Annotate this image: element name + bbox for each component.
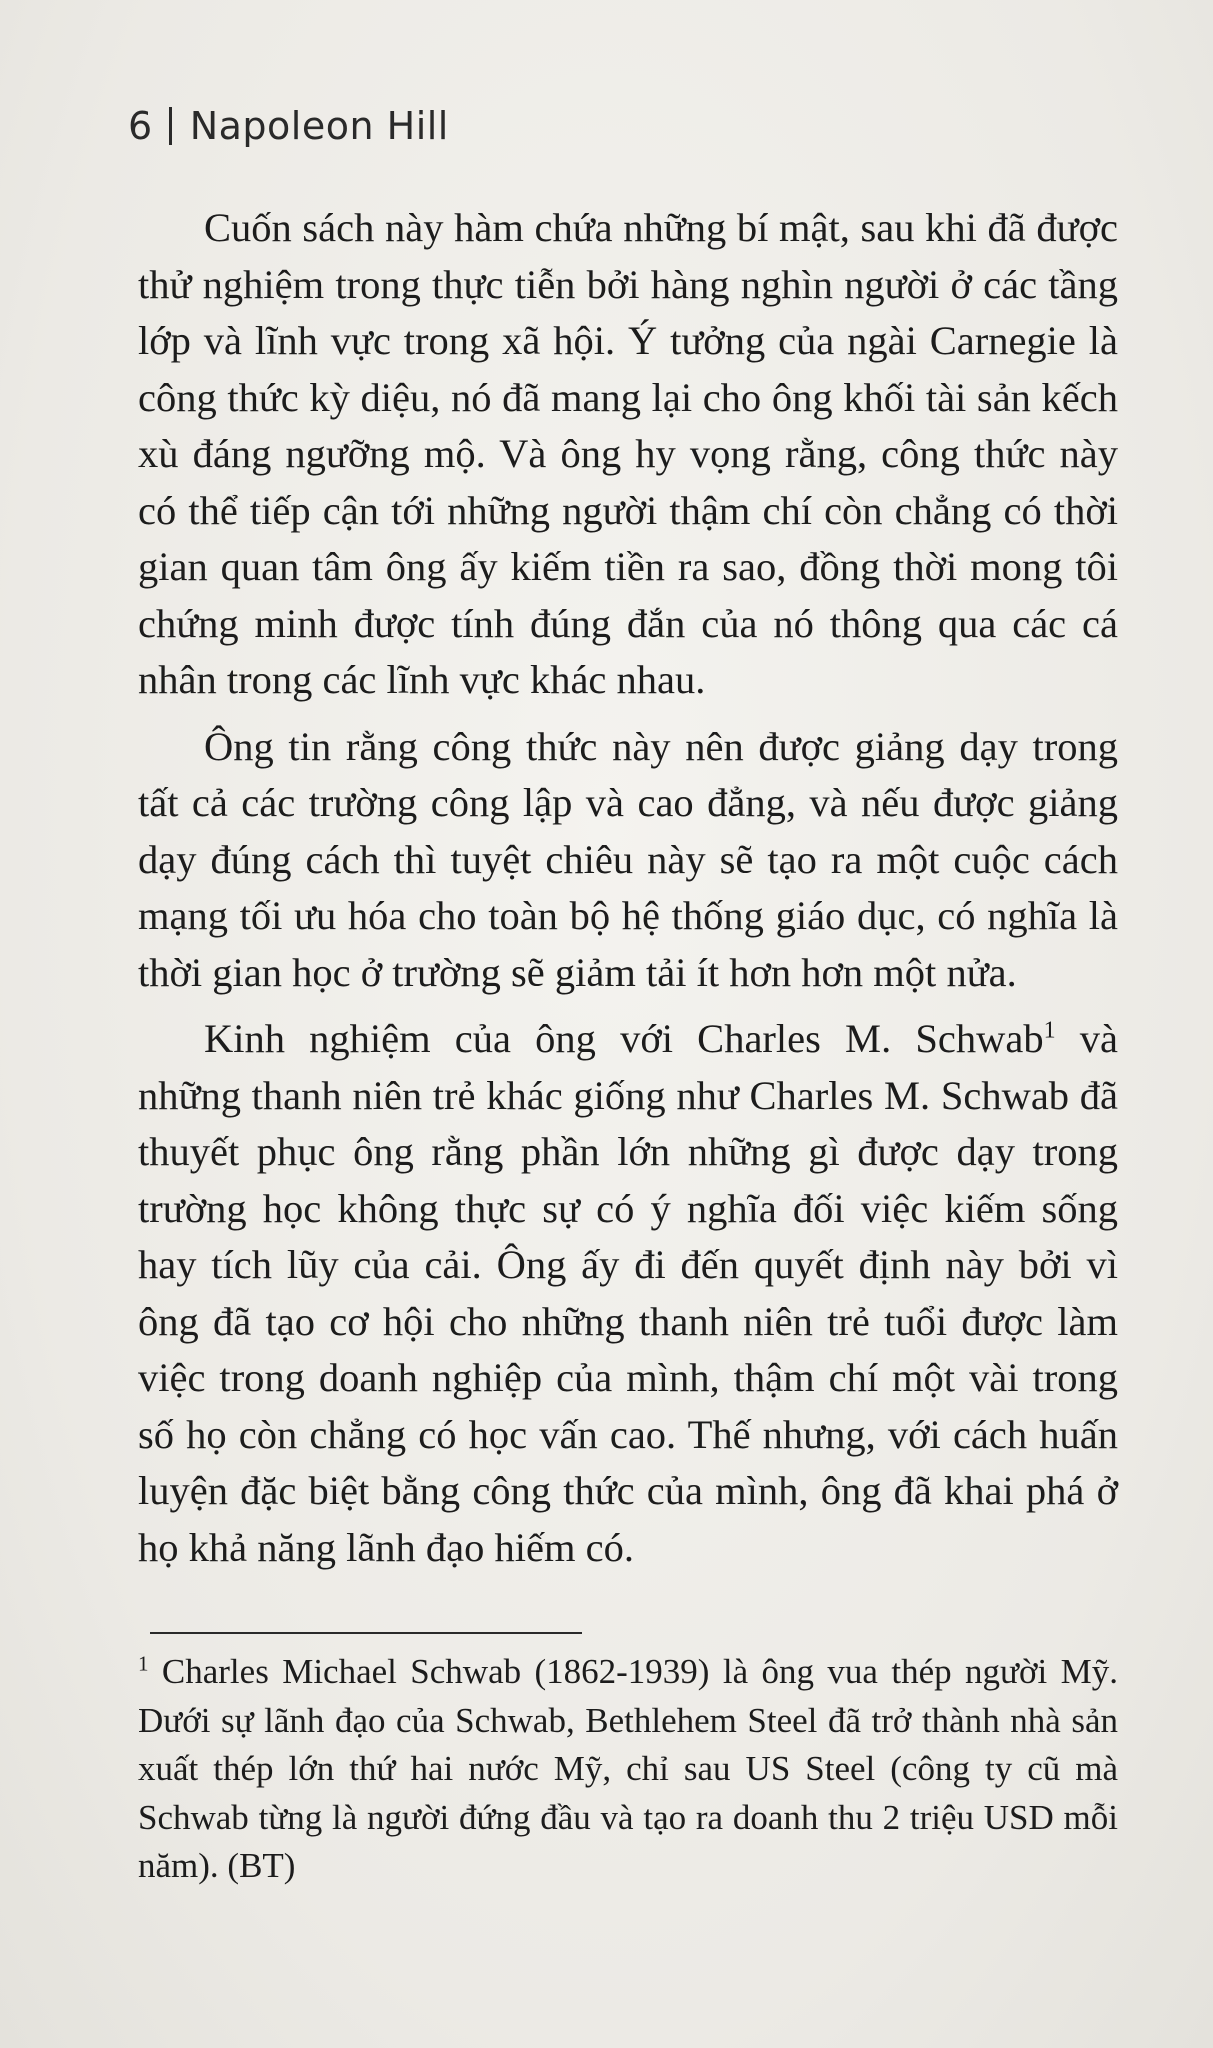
footnote-text: Charles Michael Schwab (1862-1939) là ông vua thép người Mỹ. Dưới sự lãnh đạo của Schwab, Bethlehem Steel đã trở thành nhà sản xuất thép lớn thứ hai nước Mỹ, chỉ sau US Steel (công ty cũ mà Schwab từng là người đứng đầu và tạo ra doanh thu 2 triệu USD mỗi năm). (BT) bbox=[138, 1652, 1118, 1885]
paragraph-1: Cuốn sách này hàm chứa những bí mật, sau khi đã được thử nghiệm trong thực tiễn bởi hàng nghìn người ở các tầng lớp và lĩnh vực trong xã hội. Ý tưởng của ngài Carnegie là công thức kỳ diệu, nó đã mang lại cho ông khối tài sản kếch xù đáng ngưỡng mộ. Và ông hy vọng rằng, công thức này có thể tiếp cận tới những người thậm chí còn chẳng có thời gian quan tâm ông ấy kiếm tiền ra sao, đồng thời mong tôi chứng minh được tính đúng đắn của nó thông qua các cá nhân trong các lĩnh vực khác nhau. bbox=[138, 205, 1118, 702]
page-number: 6 bbox=[128, 104, 153, 148]
paragraph-3-start: Kinh nghiệm của ông với Charles M. Schwab bbox=[204, 1016, 1044, 1061]
footnote-divider bbox=[150, 1632, 582, 1634]
paragraph-2: Ông tin rằng công thức này nên được giảng dạy trong tất cả các trường công lập và cao đẳng, và nếu được giảng dạy đúng cách thì tuyệt chiêu này sẽ tạo ra một cuộc cách mạng tối ưu hóa cho toàn bộ hệ thống giáo dục, có nghĩa là thời gian học ở trường sẽ giảm tải ít hơn hơn một nửa. bbox=[138, 723, 1118, 995]
body-text bbox=[138, 200, 1118, 1576]
footnote-reference: 1 bbox=[1043, 1017, 1056, 1044]
paragraph-3-rest: và những thanh niên trẻ khác giống như Charles M. Schwab đã thuyết phục ông rằng phần lớn những gì được dạy trong trường học không thực sự có ý nghĩa đối việc kiếm sống hay tích lũy của cải. Ông ấy đi đến quyết định này bởi vì ông đã tạo cơ hội cho những thanh niên trẻ tuổi được làm việc trong doanh nghiệp của mình, thậm chí một vài trong số họ còn chẳng có học vấn cao. Thế nhưng, với cách huấn luyện đặc biệt bằng công thức của mình, ông đã khai phá ở họ khả năng lãnh đạo hiếm có. bbox=[138, 1016, 1118, 1570]
footnote-marker: 1 bbox=[138, 1651, 149, 1676]
header-separator bbox=[169, 107, 172, 145]
paragraph-3 bbox=[138, 1011, 1118, 1576]
author-name: Napoleon Hill bbox=[189, 104, 449, 148]
footnote-text-block bbox=[138, 1648, 1118, 1891]
footnote bbox=[138, 1648, 1118, 1891]
running-header bbox=[128, 104, 449, 148]
